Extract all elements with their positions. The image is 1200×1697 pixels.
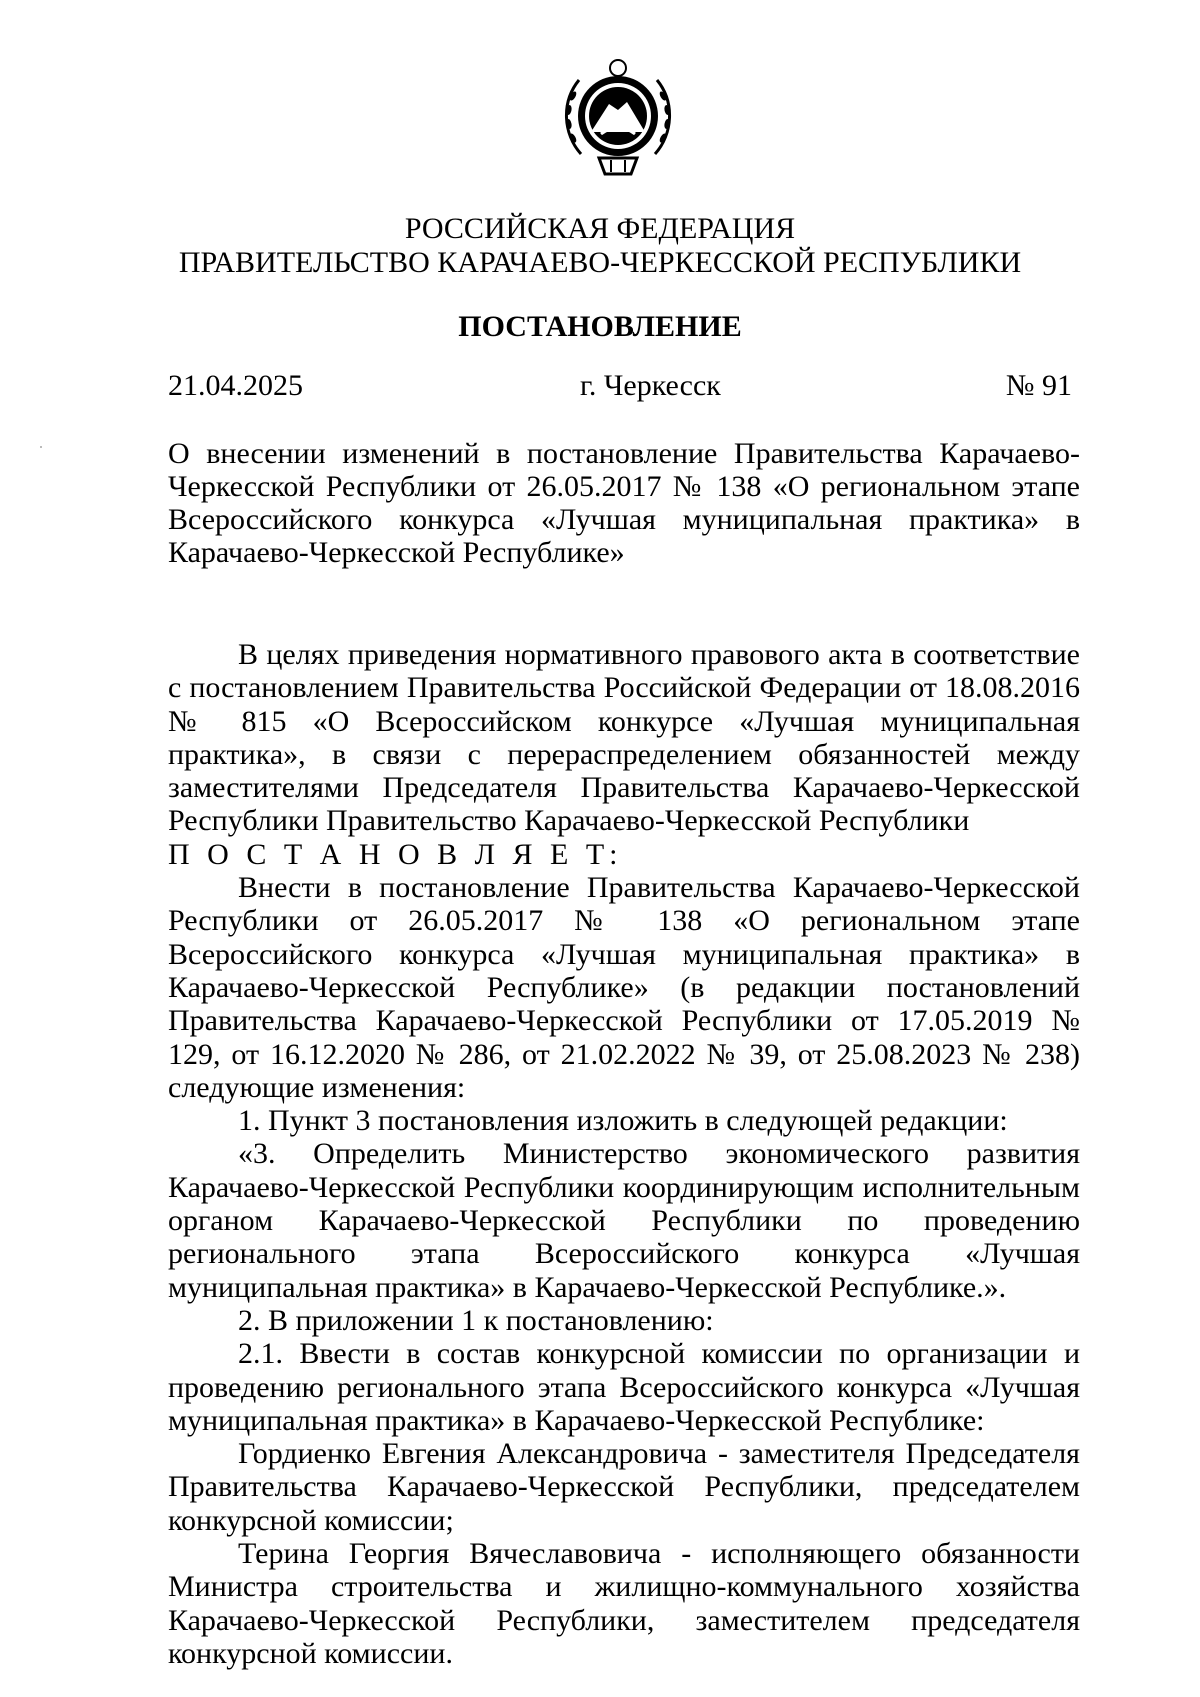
subject-text: О внесении изменений в постановление Правительства Карачаево-Черкесской Республики от 26.05.2017 № 138 «О региональном этапе Всероссийского конкурса «Лучшая муниципальная практика» в Карачаево-Черкесской Республике» [168, 437, 1080, 569]
document-city: г. Черкесск [580, 369, 721, 402]
document-body [168, 638, 1080, 1670]
item-2-1-paragraph: 2.1. Ввести в состав конкурсной комиссии по организации и проведению регионального этапа Всероссийского конкурса «Лучшая муниципальная практика» в Карачаево-Черкесской Республике: [168, 1337, 1080, 1437]
scan-speck [40, 446, 42, 448]
decree-word: П О С Т А Н О В Л Я Е Т: [168, 837, 623, 871]
document-title: ПОСТАНОВЛЕНИЕ [458, 310, 742, 343]
document-number: № 91 [1005, 369, 1072, 402]
preamble-paragraph: В целях приведения нормативного правового акта в соответствие с постановлением Правительства Российской Федерации от 18.08.2016 № 815 «О Всероссийском конкурсе «Лучшая муниципальная практика», в связи с перераспределением обязанностей между заместителями Председателя Правительства Карачаево-Черкесской Республики Правительство Карачаево-Черкесской Республики [168, 638, 1080, 838]
header-country: РОССИЙСКАЯ ФЕДЕРАЦИЯ [404, 212, 796, 245]
item-1-paragraph: 1. Пункт 3 постановления изложить в следующей редакции: [238, 1104, 1008, 1138]
member-1-paragraph: Гордиенко Евгения Александровича - заместителя Председателя Правительства Карачаево-Черкесской Республики, председателем конкурсной комиссии; [168, 1437, 1080, 1537]
item-1-text-paragraph: «3. Определить Министерство экономического развития Карачаево-Черкесской Республики координирующим исполнительным органом Карачаево-Черкесской Республики по проведению регионального этапа Всероссийского конкурса «Лучшая муниципальная практика» в Карачаево-Черкесской Республике.». [168, 1137, 1080, 1304]
item-2-paragraph: 2. В приложении 1 к постановлению: [238, 1303, 714, 1337]
header-government: ПРАВИТЕЛЬСТВО КАРАЧАЕВО-ЧЕРКЕССКОЙ РЕСПУБЛИКИ [178, 246, 1022, 279]
intro-paragraph: Внести в постановление Правительства Карачаево-Черкесской Республики от 26.05.2017 № 138 «О региональном этапе Всероссийского конкурса «Лучшая муниципальная практика» в Карачаево-Черкесской Республике» (в редакции постановлений Правительства Карачаево-Черкесской Республики от 17.05.2019 № 129, от 16.12.2020 № 286, от 21.02.2022 № 39, от 25.08.2023 № 238) следующие изменения: [168, 871, 1080, 1104]
member-2-paragraph: Терина Георгия Вячеславовича - исполняющего обязанности Министра строительства и жилищно-коммунального хозяйства Карачаево-Черкесской Республики, заместителем председателя конкурсной комиссии. [168, 1537, 1080, 1670]
document-subject [168, 437, 1080, 569]
coat-of-arms-emblem [559, 54, 677, 182]
document-date: 21.04.2025 [168, 369, 303, 402]
